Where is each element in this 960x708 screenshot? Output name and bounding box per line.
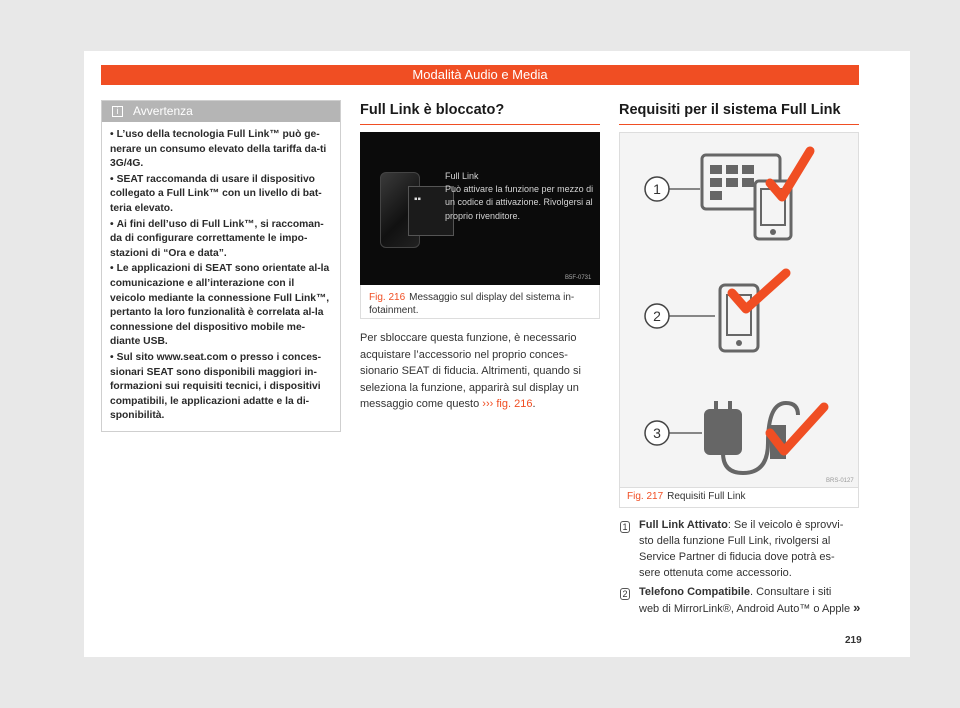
warning-body [102,122,340,424]
warning-item: • L’uso della tecnologia Full Link™ può ge-nerare un consumo elevato della tariffa da-ti 3G/4G. [110,129,327,170]
checkmark-1-icon [770,151,810,197]
section-header: Modalità Audio e Media [101,65,859,85]
list-item-2: Telefono Compatibile. Consultare i siti web di MirrorLink®, Android Auto™ o Apple » [639,586,861,615]
marker-2-label: 2 [653,308,661,324]
figure-217-code: BRS-0127 [826,478,854,484]
list-marker-2: 2 [620,588,630,600]
warning-item: • Sul sito www.seat.com o presso i conces-sionari SEAT sono disponibili maggiori in-formazioni sui requisiti tecnici, i dispositivi compatibili, le applicazioni adatte e la di-sponibilità. [110,351,322,422]
requirements-illustration [620,133,858,487]
figure-216-image [360,132,600,285]
figure-code: B5F-0731 [565,275,592,281]
usb-device-icon: ▪▪ [414,194,422,205]
figure-216-caption: Fig. 216 Messaggio sul display del sistema in- fotainment. [369,292,575,316]
warning-item: • Le applicazioni di SEAT sono orientate al-la comunicazione e all’interazione con il veicolo mediante la connessione Full Link™, pertanto la loro funzionalità è correlata al-la connessione del dispositivo mobile me-diante USB. [110,263,330,348]
warning-box [101,100,341,432]
page-number: 219 [845,635,862,646]
fig-216-link[interactable]: fig. 216 [496,398,533,410]
continue-mark: » [853,600,861,615]
list-item-1: Full Link Attivato: Se il veicolo è sprovvi- sto della funzione Full Link, rivolgersi al Service Partner di fiducia dove potrà es- sere ottenuta come accessorio. [639,519,844,579]
figure-217-image [619,132,859,488]
usb-cable-icon [706,401,798,473]
screen-message: Full Link Può attivare la funzione per mezzo di un codice di attivazione. Rivolgersi al proprio rivenditore. [445,171,594,221]
warning-item: • SEAT raccomanda di usare il dispositivo collegato a Full Link™ con un livello di bat-teria elevato. [110,173,322,214]
list-marker-1: 1 [620,521,630,533]
marker-3-label: 3 [653,425,661,441]
middle-body-text: Per sbloccare questa funzione, è necessario acquistare l’accessorio nel proprio conces- sionario SEAT di fiducia. Altrimenti, quando si seleziona la funzione, apparirà sul display un messaggio come questo ››› fig. 216. [360,332,581,410]
warning-title: Avvertenza [133,104,193,118]
info-icon: i [112,106,123,117]
warning-header [102,101,340,122]
right-section-title: Requisiti per il sistema Full Link [619,102,859,125]
middle-section-title: Full Link è bloccato? [360,102,600,125]
warning-item: • Ai fini dell’uso di Full Link™, si raccoman-da di configurare correttamente le impo-stazioni di “Ora e data”. [110,218,324,259]
figure-217-caption: Fig. 217 Requisiti Full Link [627,491,746,502]
marker-1-label: 1 [653,181,661,197]
